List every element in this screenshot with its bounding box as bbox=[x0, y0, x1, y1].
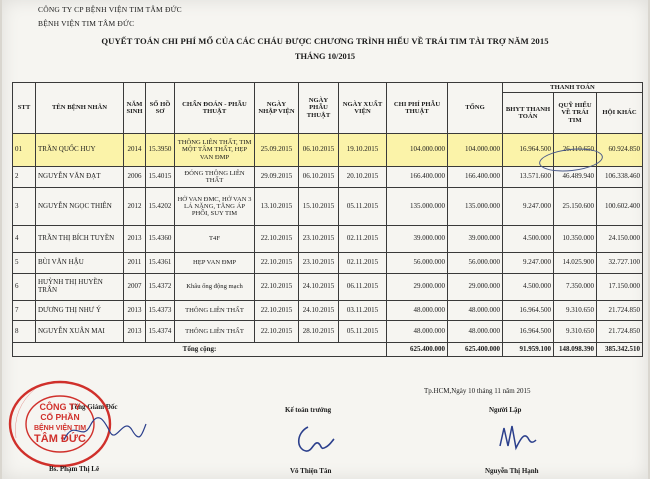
cell-birth-year: 2014 bbox=[124, 134, 146, 167]
cell-diagnosis: THÔNG LIÊN THẤT, TIM MỘT TÂM THẤT, HẸP VAN ĐMP bbox=[175, 134, 255, 167]
table-row bbox=[13, 274, 643, 301]
cell-insurance: 16.964.500 bbox=[503, 301, 554, 321]
cell-birth-year: 2007 bbox=[124, 274, 146, 301]
cell-other: 106.338.460 bbox=[597, 167, 643, 188]
cell-admit-date: 22.10.2015 bbox=[255, 253, 299, 274]
cell-surgery-cost: 166.400.000 bbox=[387, 167, 448, 188]
cell-total: 48.000.000 bbox=[448, 301, 503, 321]
cell-stt: 3 bbox=[13, 188, 36, 226]
cell-other: 60.924.850 bbox=[597, 134, 643, 167]
col-header-total: TỔNG bbox=[448, 83, 503, 134]
col-header-other: HỘI KHÁC bbox=[597, 93, 643, 134]
cell-surgery-date: 06.10.2015 bbox=[299, 134, 339, 167]
cell-total: 56.000.000 bbox=[448, 253, 503, 274]
signer-role-director: Tổng Giám Đốc bbox=[70, 403, 118, 411]
cell-discharge-date: 06.11.2015 bbox=[339, 274, 387, 301]
cell-discharge-date: 19.10.2015 bbox=[339, 134, 387, 167]
cell-name: NGUYỄN NGỌC THIÊN bbox=[36, 188, 124, 226]
cell-surgery-date: 23.10.2015 bbox=[299, 226, 339, 253]
cell-file-no: 15.3950 bbox=[146, 134, 175, 167]
director-signature-icon bbox=[60, 412, 150, 448]
totals-row bbox=[13, 343, 643, 357]
stamp-line-4: TÂM ĐỨC bbox=[34, 433, 86, 445]
cell-fund: 10.350.000 bbox=[554, 226, 597, 253]
cell-admit-date: 22.10.2015 bbox=[255, 226, 299, 253]
document-title: QUYẾT TOÁN CHI PHÍ MỔ CỦA CÁC CHÁU ĐƯỢC CHƯƠNG TRÌNH HIẾU VỀ TRÁI TIM TÀI TRỢ NĂM 2015 bbox=[101, 36, 549, 46]
table-row bbox=[13, 253, 643, 274]
cell-other: 100.602.400 bbox=[597, 188, 643, 226]
cell-file-no: 15.4360 bbox=[146, 226, 175, 253]
cell-total: 48.000.000 bbox=[448, 321, 503, 343]
signer-role-preparer: Người Lập bbox=[489, 406, 522, 414]
cell-fund: 14.025.900 bbox=[554, 253, 597, 274]
cell-surgery-date: 24.10.2015 bbox=[299, 274, 339, 301]
cell-surgery-date: 24.10.2015 bbox=[299, 301, 339, 321]
stamp-line-1: CÔNG TY bbox=[39, 402, 81, 412]
cell-birth-year: 2012 bbox=[124, 188, 146, 226]
cell-total: 135.000.000 bbox=[448, 188, 503, 226]
table-row bbox=[13, 226, 643, 253]
totals-total: 625.400.000 bbox=[448, 343, 503, 357]
col-header-fund: QUỸ HIẾU VỀ TRÁI TIM bbox=[554, 93, 597, 134]
company-name: CÔNG TY CP BỆNH VIỆN TIM TÂM ĐỨC bbox=[38, 5, 182, 14]
cell-stt: 8 bbox=[13, 321, 36, 343]
cell-surgery-cost: 135.000.000 bbox=[387, 188, 448, 226]
cell-total: 166.400.000 bbox=[448, 167, 503, 188]
cell-insurance: 4.500.000 bbox=[503, 274, 554, 301]
col-header-file-no: SỐ HỒ SƠ bbox=[146, 83, 175, 134]
document-page bbox=[2, 0, 648, 479]
col-header-diagnosis: CHẨN ĐOÁN - PHẪU THUẬT bbox=[175, 83, 255, 134]
cell-diagnosis: Khâu ống động mạch bbox=[175, 274, 255, 301]
cell-diagnosis: HẸP VAN ĐMP bbox=[175, 253, 255, 274]
stamp-line-2: CỔ PHẦN bbox=[40, 412, 80, 422]
cell-total: 104.000.000 bbox=[448, 134, 503, 167]
totals-insurance: 91.959.100 bbox=[503, 343, 554, 357]
cell-insurance: 9.247.000 bbox=[503, 188, 554, 226]
cell-discharge-date: 02.11.2015 bbox=[339, 253, 387, 274]
preparer-signature-icon bbox=[494, 420, 538, 454]
cell-stt: 4 bbox=[13, 226, 36, 253]
col-header-surgery-cost: CHI PHÍ PHẪU THUẬT bbox=[387, 83, 448, 134]
cell-diagnosis: HỞ VAN ĐMC, HỞ VAN 3 LÁ NẶNG, TĂNG ÁP PHỔI, SUY TIM bbox=[175, 188, 255, 226]
cell-insurance: 9.247.000 bbox=[503, 253, 554, 274]
signer-role-chief-accountant: Kế toán trưởng bbox=[285, 406, 332, 414]
stamp-line-3: BỆNH VIỆN TIM bbox=[33, 425, 87, 432]
cell-fund: 26.110.650 bbox=[554, 134, 597, 167]
cell-name: HUỲNH THỊ HUYỀN TRÂN bbox=[36, 274, 124, 301]
cell-admit-date: 22.10.2015 bbox=[255, 321, 299, 343]
cell-surgery-cost: 104.000.000 bbox=[387, 134, 448, 167]
signer-name-preparer: Nguyễn Thị Hạnh bbox=[485, 467, 539, 475]
totals-fund: 148.098.390 bbox=[554, 343, 597, 357]
cell-birth-year: 2011 bbox=[124, 253, 146, 274]
cell-stt: 01 bbox=[13, 134, 36, 167]
hospital-name: BỆNH VIỆN TIM TÂM ĐỨC bbox=[38, 19, 135, 28]
col-header-surgery-date: NGÀY PHẪU THUẬT bbox=[299, 83, 339, 134]
cell-stt: 7 bbox=[13, 301, 36, 321]
cell-stt: 5 bbox=[13, 253, 36, 274]
col-header-stt: STT bbox=[13, 83, 36, 134]
cell-discharge-date: 05.11.2015 bbox=[339, 188, 387, 226]
cell-discharge-date: 02.11.2015 bbox=[339, 226, 387, 253]
cell-name: TRẦN QUỐC HUY bbox=[36, 134, 124, 167]
totals-other: 385.342.510 bbox=[597, 343, 643, 357]
cell-surgery-cost: 39.000.000 bbox=[387, 226, 448, 253]
cell-fund: 7.350.000 bbox=[554, 274, 597, 301]
cell-insurance: 16.964.500 bbox=[503, 321, 554, 343]
cell-stt: 2 bbox=[13, 167, 36, 188]
cell-name: BÙI VĂN HẬU bbox=[36, 253, 124, 274]
cell-discharge-date: 05.11.2015 bbox=[339, 321, 387, 343]
cell-other: 21.724.850 bbox=[597, 321, 643, 343]
col-header-name: TÊN BỆNH NHÂN bbox=[36, 83, 124, 134]
cell-surgery-date: 15.10.2015 bbox=[299, 188, 339, 226]
cell-stt: 6 bbox=[13, 274, 36, 301]
cell-total: 29.000.000 bbox=[448, 274, 503, 301]
cell-other: 21.724.850 bbox=[597, 301, 643, 321]
cell-admit-date: 25.09.2015 bbox=[255, 134, 299, 167]
totals-label: Tổng cộng: bbox=[13, 343, 387, 357]
chief-accountant-signature-icon bbox=[292, 423, 336, 457]
cell-file-no: 15.4374 bbox=[146, 321, 175, 343]
cell-surgery-date: 28.10.2015 bbox=[299, 321, 339, 343]
cell-insurance: 13.571.600 bbox=[503, 167, 554, 188]
col-header-discharge-date: NGÀY XUẤT VIỆN bbox=[339, 83, 387, 134]
cell-birth-year: 2013 bbox=[124, 226, 146, 253]
table-row bbox=[13, 188, 643, 226]
cell-name: DƯƠNG THỊ NHƯ Ý bbox=[36, 301, 124, 321]
table-row bbox=[13, 301, 643, 321]
cell-file-no: 15.4361 bbox=[146, 253, 175, 274]
document-month: THÁNG 10/2015 bbox=[294, 52, 356, 61]
cell-insurance: 16.964.500 bbox=[503, 134, 554, 167]
cell-file-no: 15.4015 bbox=[146, 167, 175, 188]
cell-other: 32.727.100 bbox=[597, 253, 643, 274]
cell-name: NGUYỄN VĂN ĐẠT bbox=[36, 167, 124, 188]
cell-diagnosis: ĐÓNG THÔNG LIÊN THẤT bbox=[175, 167, 255, 188]
cell-diagnosis: THÔNG LIÊN THẤT bbox=[175, 321, 255, 343]
cell-fund: 46.489.940 bbox=[554, 167, 597, 188]
col-header-birth-year: NĂM SINH bbox=[124, 83, 146, 134]
cell-surgery-cost: 48.000.000 bbox=[387, 321, 448, 343]
col-header-admit-date: NGÀY NHẬP VIỆN bbox=[255, 83, 299, 134]
cell-discharge-date: 03.11.2015 bbox=[339, 301, 387, 321]
cell-admit-date: 22.10.2015 bbox=[255, 301, 299, 321]
cell-name: NGUYỄN XUÂN MAI bbox=[36, 321, 124, 343]
cell-name: TRẦN THỊ BÍCH TUYỀN bbox=[36, 226, 124, 253]
cell-admit-date: 22.10.2015 bbox=[255, 274, 299, 301]
cell-surgery-date: 23.10.2015 bbox=[299, 253, 339, 274]
settlement-table bbox=[12, 82, 643, 357]
cell-total: 39.000.000 bbox=[448, 226, 503, 253]
totals-surgery-cost: 625.400.000 bbox=[387, 343, 448, 357]
cell-diagnosis: THÔNG LIÊN THẤT bbox=[175, 301, 255, 321]
cell-file-no: 15.4372 bbox=[146, 274, 175, 301]
cell-admit-date: 13.10.2015 bbox=[255, 188, 299, 226]
cell-birth-year: 2013 bbox=[124, 301, 146, 321]
cell-fund: 9.310.650 bbox=[554, 301, 597, 321]
signer-name-chief-accountant: Võ Thiện Tân bbox=[290, 467, 332, 475]
cell-insurance: 4.500.000 bbox=[503, 226, 554, 253]
cell-other: 24.150.000 bbox=[597, 226, 643, 253]
cell-admit-date: 29.09.2015 bbox=[255, 167, 299, 188]
cell-other: 17.150.000 bbox=[597, 274, 643, 301]
cell-birth-year: 2006 bbox=[124, 167, 146, 188]
cell-fund: 25.150.600 bbox=[554, 188, 597, 226]
cell-file-no: 15.4202 bbox=[146, 188, 175, 226]
col-header-insurance: BHYT THANH TOÁN bbox=[503, 93, 554, 134]
cell-fund: 9.310.650 bbox=[554, 321, 597, 343]
cell-surgery-date: 06.10.2015 bbox=[299, 167, 339, 188]
signer-name-director: Bs. Phạm Thị Lê bbox=[49, 465, 100, 473]
cell-file-no: 15.4373 bbox=[146, 301, 175, 321]
table-row bbox=[13, 321, 643, 343]
cell-birth-year: 2013 bbox=[124, 321, 146, 343]
place-date: Tp.HCM,Ngày 10 tháng 11 năm 2015 bbox=[424, 387, 531, 395]
cell-surgery-cost: 48.000.000 bbox=[387, 301, 448, 321]
cell-discharge-date: 20.10.2015 bbox=[339, 167, 387, 188]
col-header-payment-group: THANH TOÁN bbox=[503, 83, 643, 93]
cell-surgery-cost: 29.000.000 bbox=[387, 274, 448, 301]
cell-surgery-cost: 56.000.000 bbox=[387, 253, 448, 274]
cell-diagnosis: T4F bbox=[175, 226, 255, 253]
